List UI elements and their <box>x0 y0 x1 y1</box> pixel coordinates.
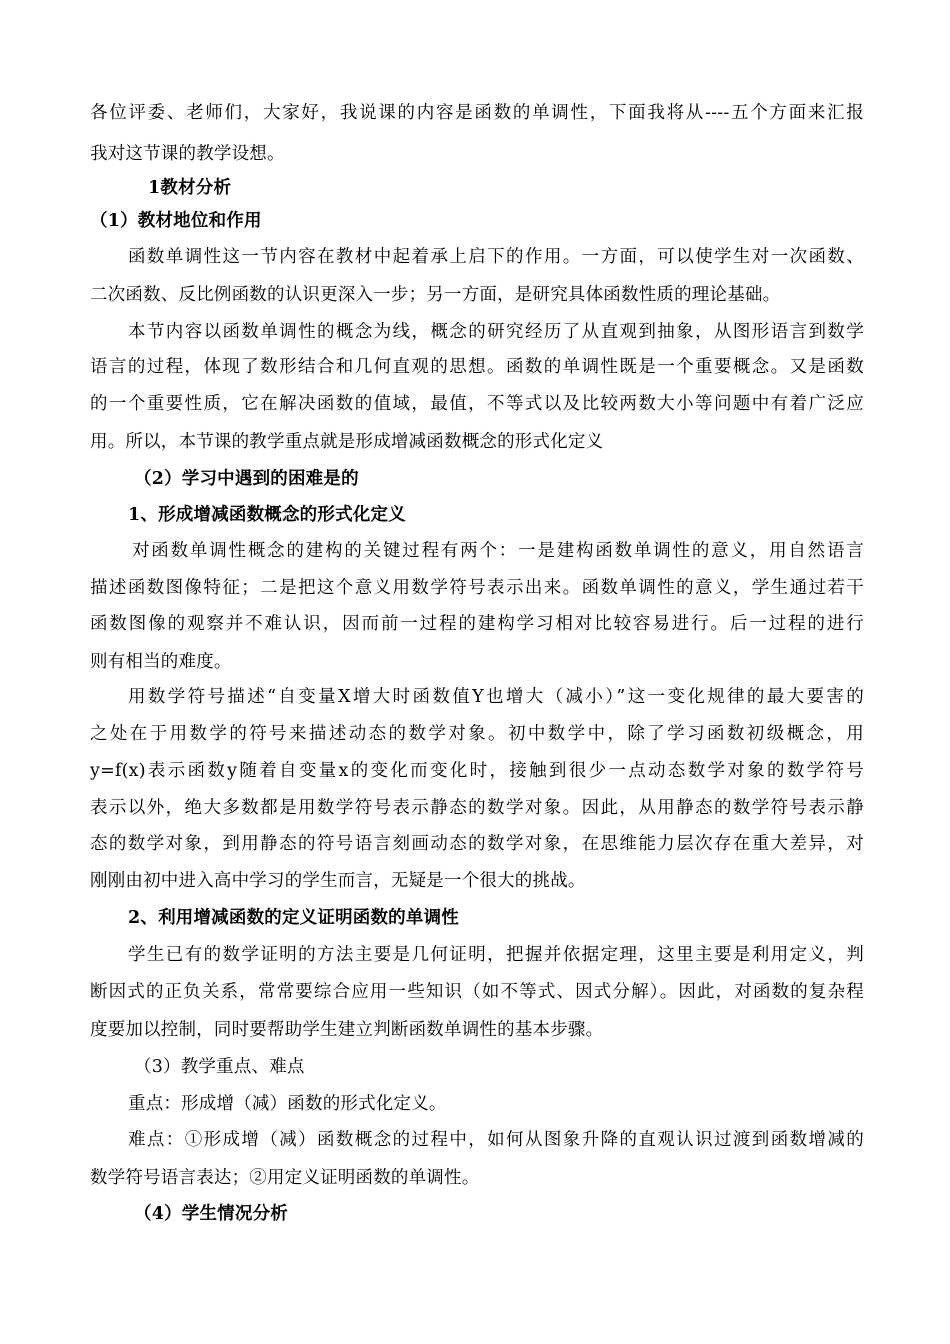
paragraph-line: 之处在于用数学的符号来描述动态的数学对象。初中数学中，除了学习函数初级概念，用 <box>90 724 864 744</box>
subheading-learning-difficulties: （2）学习中遇到的困难是的 <box>134 469 359 489</box>
paragraph-line: 函数单调性这一节内容在教材中起着承上启下的作用。一方面，可以使学生对一次函数、 <box>128 247 864 267</box>
subheading-status-and-role: （1）教材地位和作用 <box>90 211 262 231</box>
paragraph-line: 表示以外，绝大多数都是用数学符号表示静态的数学对象。因此，从用静态的数学符号表示静 <box>90 798 864 818</box>
section-heading-textbook-analysis: 1教材分析 <box>148 178 232 198</box>
subheading-key-points: （3）教学重点、难点 <box>134 1057 305 1077</box>
subheading-student-analysis: （4）学生情况分析 <box>134 1204 288 1224</box>
paragraph-line: 用数学符号描述“自变量X增大时函数值Y也增大（减小）”这一变化规律的最大要害的 <box>128 687 864 707</box>
difficulty-line: 难点：①形成增（减）函数概念的过程中，如何从图象升降的直观认识过渡到函数增减的 <box>128 1130 864 1150</box>
paragraph-line: 的一个重要性质，它在解决函数的值域，最值，不等式以及比较两数大小等问题中有着广泛应 <box>90 394 864 414</box>
difficulty-line: 数学符号语言表达；②用定义证明函数的单调性。 <box>90 1168 480 1188</box>
paragraph-line: 二次函数、反比例函数的认识更深入一步；另一方面，是研究具体函数性质的理论基础。 <box>90 285 781 305</box>
paragraph-line: 学生已有的数学证明的方法主要是几何证明，把握并依据定理，这里主要是利用定义，判 <box>128 945 864 965</box>
intro-line-2: 我对这节课的教学设想。 <box>90 144 285 164</box>
subheading-formal-definition: 1、形成增减函数概念的形式化定义 <box>128 505 406 525</box>
paragraph-line: 本节内容以函数单调性的概念为线，概念的研究经历了从直观到抽象，从图形语言到数学 <box>128 322 864 342</box>
intro-line-1: 各位评委、老师们，大家好，我说课的内容是函数的单调性，下面我将从----五个方面来汇报 <box>90 103 864 123</box>
paragraph-line: 对函数单调性概念的建构的关键过程有两个：一是建构函数单调性的意义，用自然语言 <box>132 541 864 561</box>
paragraph-line: 刚刚由初中进入高中学习的学生而言，无疑是一个很大的挑战。 <box>90 871 586 891</box>
subheading-proof-monotonicity: 2、利用增减函数的定义证明函数的单调性 <box>128 908 459 928</box>
paragraph-line: 则有相当的难度。 <box>90 652 232 672</box>
key-point-line: 重点：形成增（减）函数的形式化定义。 <box>128 1094 447 1114</box>
paragraph-line: 描述函数图像特征；二是把这个意义用数学符号表示出来。函数单调性的意义，学生通过若干 <box>90 578 864 598</box>
paragraph-line: y=f(x)表示函数y随着自变量x的变化而变化时，接触到很少一点动态数学对象的数学符号 <box>90 761 864 781</box>
paragraph-line: 断因式的正负关系，常常要综合应用一些知识（如不等式、因式分解）。因此，对函数的复杂程 <box>90 982 864 1002</box>
paragraph-line: 用。所以，本节课的教学重点就是形成增减函数概念的形式化定义 <box>90 432 604 452</box>
paragraph-line: 态的数学对象，到用静态的符号语言刻画动态的数学对象，在思维能力层次存在重大差异，对 <box>90 834 864 854</box>
paragraph-line: 语言的过程，体现了数形结合和几何直观的思想。函数的单调性既是一个重要概念。又是函数 <box>90 357 864 377</box>
paragraph-line: 度要加以控制，同时要帮助学生建立判断函数单调性的基本步骤。 <box>90 1020 604 1040</box>
paragraph-line: 函数图像的观察并不难认识，因而前一过程的建构学习相对比较容易进行。后一过程的进行 <box>90 614 864 634</box>
